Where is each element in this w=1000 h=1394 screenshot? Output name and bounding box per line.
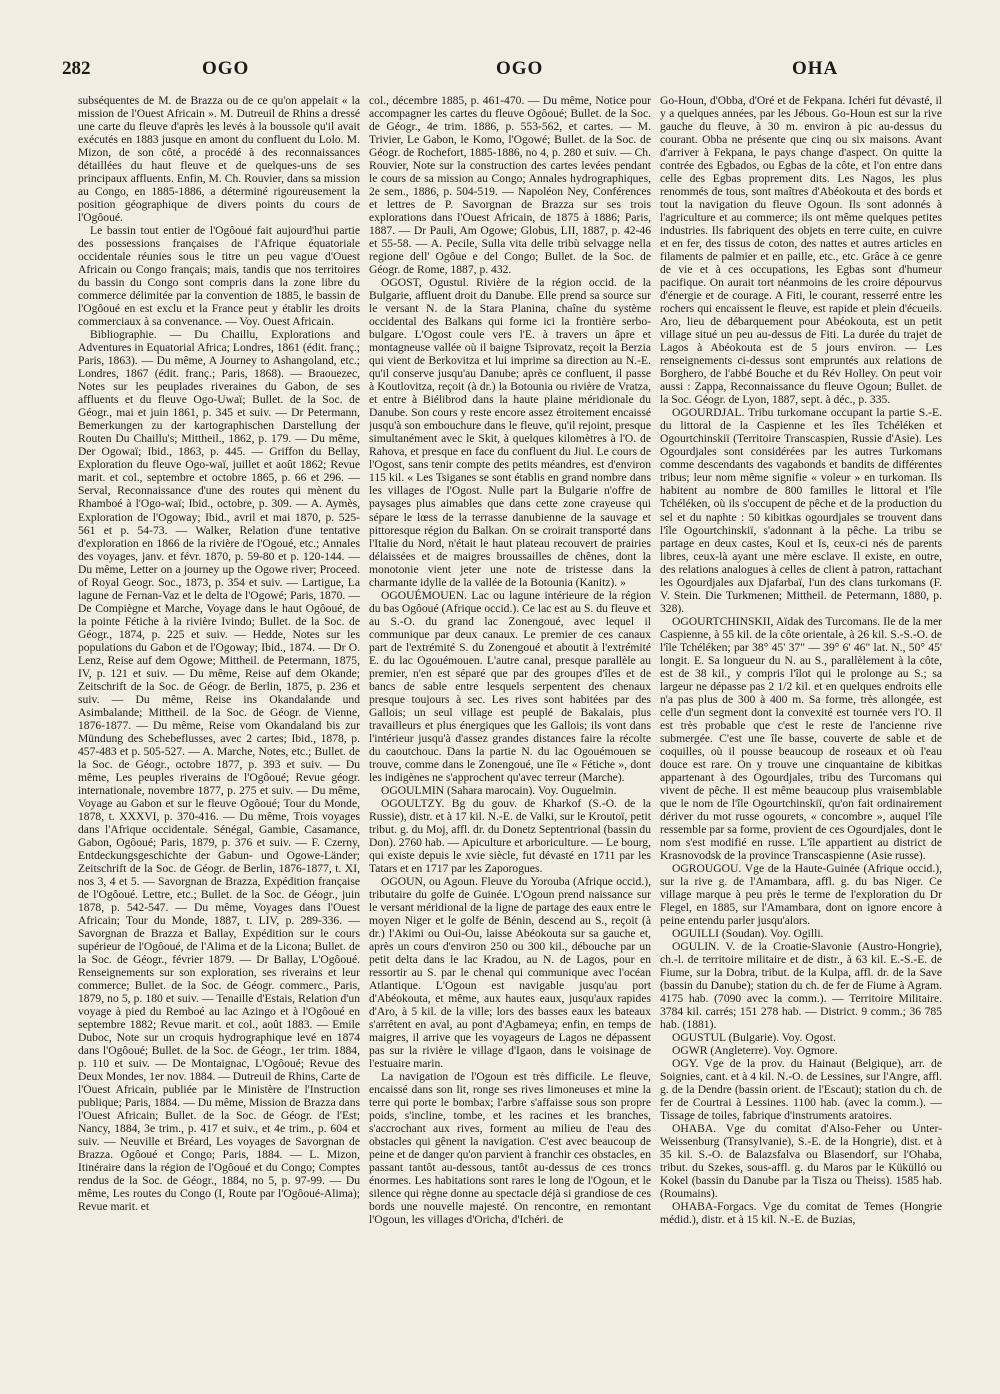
entry-ogourdjal: OGOURDJAL. Tribu turkomane occupant la partie S.-E. du littoral de la Caspienne et les îles Tchéléken et Ogourtchinskiï (Territoire Transcaspien, Russie d'Asie). Les Ogourdjales sont considérées par les autres Turkomans comme descendants des vagabonds et bandits de différentes tribus; leur nom même signifie « voleur » en turkoman. Ils habitent au nombre de 800 familles le littoral et l'île Tchéléken, où ils s'occupent de pêche et de la production du sel et du naphte : 50 kibitkas ogourdjales se trouvent dans l'île Ogourtchinskiï, s'adonnant à la pêche. La tribu se partage en deux castes, Koul et Is, ceux-ci nés de parents libres, ceux-là ayant une mère esclave. Il existe, en outre, des relations analogues à celles de client à patron, rattachant les Ogourdjales aux Djafarbaï, l'un des clans turkomans (F. V. Stein. Die Turkmenen; Mittheil. de Petermann, 1880, p. 328). (660, 406, 942, 615)
text-column-3 (660, 94, 942, 1384)
paragraph: Go-Houn, d'Obba, d'Oré et de Fekpana. Ichéri fut dévasté, il y a quelques années, par les Jébous. Go-Houn est sur la rive gauche du fleuve, à 30 m. environ à pic au-dessus du courant. Obba ne présente que cinq ou six maisons. Avant d'arriver à Fekpana, le pays change d'aspect. On quitte la contrée des Egbados, ou Egbas de la côte, et l'on entre dans celle des Egbas proprement dits. Les Nagos, les plus renommés de tous, sont maîtres d'Abéokouta et des bords et tout la navigation du fleuve Ogoun. Ils sont adonnés à l'agriculture et au commerce; ils ont même quelques petites industries. Ils fabriquent des objets en terre cuite, en cuivre et en fer, des tissus de coton, des nattes et autres articles en filaments de palmier et en paille, etc., etc. Grâce à ce genre de vie et à ces occupations, les Egbas sont d'humeur pacifique. On aurait tort néanmoins de les croire dépourvus d'énergie et de courage. A Fiti, le courant, resserré entre les rochers qui encaissent le fleuve, est rapide et plein d'écueils. Aro, lieu de débarquement pour Abéokouta, est un petit village situé un peu au-dessus de Fiti. La durée du trajet de Lagos à Abéokouta est de 5 jours environ. — Les renseignements ci-dessus sont empruntés aux relations de Borghero, de l'abbé Bouche et du Rév Holley. On peut voir aussi : Zappa, Reconnaissance du fleuve Ogoun; Bullet. de la Soc. Géogr. de Lyon, 1887, sept. à déc., p. 335. (660, 94, 942, 407)
entry-ogourtchinskii: OGOURTCHINSKII, Aïdak des Turcomans. Ile de la mer Caspienne, à 55 kil. de la côte orientale, à 26 kil. S.-S.-O. de l'île Tchéléken; par 38° 45' 37" — 39° 6' 46" lat. N., 50° 45' longit. E. Sa longueur du N. au S., parallèlement à la côte, est de 38 kil., y compris l'îlot qui le prolonge au S.; sa largeur ne dépasse pas 2 1/2 kil. et en quelques endroits elle n'a pas plus de 300 à 400 m. Sa forme, très allongée, est celle d'un segment dont la convexité est tournée vers l'O. Il est très probable que c'est le reste de l'ancienne rive submergée. C'est une île basse, couverte de sable et de coquilles, où il pousse beaucoup de roseaux et où l'eau douce est rare. On y trouve une cinquantaine de kibitkas appartenant à des Ogourdjales, tribu des Turcomans qui vivent de pêche. Il est même beaucoup plus vraisemblable que le nom de l'île Ogourtchinskiï, qu'on fait ordinairement dériver du mot russe ogourets, « concombre », auquel l'île ressemble par sa forme, provient de ces Ogourdjales, dont le nom s'est modifié en russe. L'île appartient au district de Krasnovodsk de la province Transcaspienne (Asie russe). (660, 614, 942, 862)
text-column-2 (369, 94, 651, 1384)
right-running-headword: OHA (792, 58, 839, 79)
text-column-1 (78, 94, 360, 1384)
entry-ogwr: OGWR (Angleterre). Voy. Ogmore. (672, 1044, 838, 1058)
paragraph: Le bassin tout entier de l'Ogôoué fait aujourd'hui partie des possessions françaises de l'Afrique équatoriale occidentale réunies sous le titre un peu vague d'Ouest Africain ou Congo français; mais, tandis que nos territoires du bassin du Congo sont compris dans la zone libre du commerce délimitée par la convention de 1885, le bassin de l'Ogôoué en est exclu et la France peut y établir les droits commerciaux à sa convenance. — Voy. Ouest Africain. (78, 224, 360, 329)
entry-ohaba: OHABA. Vge du comitat d'Also-Feher ou Unter-Weissenburg (Transylvanie), S.-E. de la Hongrie), dist. et à 35 kil. S.-O. de Balazsfalva ou Blasendorf, sur l'Ohaba, tribut. du Szekes, sous-affl. g. du Maros par le Kükülló ou Kokel (bassin du Danube par la Tisza ou Theiss). 1585 hab. (Roumains). (660, 1122, 942, 1201)
entry-ogouemouen: OGOUÉMOUEN. Lac ou lagune intérieure de la région du bas Ogôoué (Afrique occid.). Ce lac est au S. du fleuve et au S.-O. du grand lac Zonengoué, avec lequel il communique par deux canaux. Le premier de ces canaux part de l'extrémité S. du Zonengoué et aboutit à l'extrémité E. du lac Ogouémouen. L'autre canal, presque parallèle au premier, n'en est séparé que par des groupes d'îles et de bancs de sable entre lesquels serpentent des chenaux presque toujours à sec. Les rives sont habitées par des Gallois; un seul village est peuplé de Bakalais, plus travailleurs et plus énergiques que les Gallois; ils vont dans l'intérieur jusqu'à d'assez grandes distances faire la récolte du caoutchouc. Dans la partie N. du lac Ogouémouen se trouve, comme dans le Zonengoué, une île « Fétiche », dont les indigènes ne s'approchent qu'avec terreur (Marche). (369, 588, 651, 784)
paragraph: La navigation de l'Ogoun est très difficile. Le fleuve, encaissé dans son lit, ronge ses rives limoneuses et mine la terre qui porte le bombax; l'arbre s'affaisse sous son propre poids, s'incline, tombe, et les racines et les branches, s'accrochant aux rives, forment au milieu de l'eau des obstacles qui gênent la navigation. C'est avec beaucoup de peine et de danger qu'on parvient à franchir ces obstacles, en passant tantôt au-dessous, tantôt au-dessus de ces troncs énormes. Les habitations sont rares le long de l'Ogoun, et le silence qui règne donne au spectacle déjà si grandiose de ces bords une nouvelle majesté. On rencontre, en remontant l'Ogoun, les villages d'Oricha, d'Ichéri. de (369, 1070, 651, 1227)
entry-ogoulmin: OGOULMIN (Sahara marocain). Voy. Ouguelmin. (381, 783, 617, 797)
entry-ogost: OGOST, Ogustul. Rivière de la région occid. de la Bulgarie, affluent droit du Danube. Elle prend sa source sur le versant N. de la Stara Planina, chaîne du système occidental des Balkans qui forme ici la frontière serbo-bulgare. L'Ogost coule vers l'E. à travers un âpre et montagneuse vallée où il baigne Tsiprovatz, reçoit la Berzia qui vient de Berkovitza et lui imprime sa direction au N.-E. qu'il conserve jusqu'au Danube; après ce confluent, il passe à Koutlovitza, reçoit (à dr.) la Botounia ou rivière de Vratza, et entre à Biélibrod dans la haute plaine méridionale du Danube. Son cours y reste encore assez étroitement encaissé jusqu'à son embouchure dans le fleuve, qu'il rejoint, presque simultanément avec le Skit, à quelques kilomètres à l'O. de Rahova, et presque en face du confluent du Jiul. Le cours de l'Ogost, sans tenir compte des petits méandres, est d'environ 115 kil. « Les Tsiganes se sont établis en grand nombre dans les villages de l'Ogost. Nulle part la Bulgarie n'offre de paysages plus aimables que dans cette zone crayeuse qui sépare le lœss de la terrasse danubienne de la sauvage et pittoresque région du Balkan. On se croirait transporté dans l'Italie du Nord, n'était le haut plateau recouvert de prairies délaissées et de maigres broussailles de chênes, dont la monotonie vient jeter une note de tristesse dans la charmante idylle de la vallée de la Botounia (Kanitz). » (369, 276, 651, 589)
entry-ohaba-forgacs: OHABA-Forgacs. Vge du comitat de Temes (Hongrie médid.), distr. et à 15 kil. N.-E. de Buzias, (660, 1200, 942, 1227)
left-running-headword: OGO (202, 58, 250, 79)
page-header (62, 58, 952, 88)
entry-ogy: OGY. Vge de la prov. du Hainaut (Belgique), arr. de Soignies, cant. et à 4 kil. N.-O. de Lessines, sur l'Angre, affl. g. de la Dendre (bassin orient. de l'Escaut); station du ch. de fer de Courtrai à Lessines. 1100 hab. (avec la comm.). — Tissage de toiles, fabrique d'instruments aratoires. (660, 1057, 942, 1123)
entry-ogoultzy: OGOULTZY. Bg du gouv. de Kharkof (S.-O. de la Russie), distr. et à 17 kil. N.-E. de Valki, sur le Kroutoï, petit tribut. g. du Moj, affl. dr. du Donetz Septentrional (bassin du Don). 2760 hab. — Apiculture et arboriculture. — Le bourg, qui existe depuis le xvie siècle, fut dévasté en 1711 par les Tatars et en 1717 par les Zaporogues. (369, 796, 651, 875)
entry-ogulin: OGULIN. V. de la Croatie-Slavonie (Austro-Hongrie), ch.-l. de territoire militaire et de distr., à 63 kil. E.-S.-E. de Fiume, sur la Dobra, tribut. de la Kulpa, affl. dr. de la Save (bassin du Danube); station du ch. de fer de Fiume à Agram. 4175 hab. (7090 avec la comm.). — Territoire Militaire. 3784 kil. carrés; 151 278 hab. — District. 9 comm.; 36 785 hab. (1881). (660, 940, 942, 1032)
entry-oguilli: OGUILLI (Soudan). Voy. Ogilli. (672, 927, 824, 940)
page-number: 282 (62, 58, 91, 79)
entry-ogoun: OGOUN, ou Agoun. Fleuve du Yorouba (Afrique occid.), tributaire du golfe de Guinée. L'Ogoun prend naissance sur le versant méridional de la ligne de partage des eaux entre le moyen Niger et le golfe de Bénin, descend au S., reçoit (à dr.) l'Akimi ou Oui-Ou, laisse Abéokouta sur sa gauche et, après un cours d'environ 250 ou 300 kil., débouche par un petit delta dans le lac Kradou, au N. de Lagos, pour en ressortir au S. par le chenal qui communique avec l'océan Atlantique. L'Ogoun est navigable jusqu'au port d'Abéokouta, et même, aux hautes eaux, jusqu'aux rapides d'Aro, à 5 kil. de la ville; lors des basses eaux les bateaux s'arrêtent en aval, au pont d'Agbameya; enfin, en temps de maigres, il arrive que les voyageurs de Lagos ne dépassent pas sur la rivière le village d'Igaon, dans le voisinage de l'estuaire marin. (369, 874, 651, 1071)
paragraph: subséquentes de M. de Brazza ou de ce qu'on appelait « la mission de l'Ouest Africain ». M. Dutreuil de Rhins a dressé une carte du fleuve d'après les levés à la boussole qu'il avait exécutés en 1883 jusque en amont du confluent du Lolo. M. Mizon, de son côté, a procédé à des reconnaissances détaillées du haut fleuve et de quelques-uns de ses principaux affluents. Enfin, M. Ch. Rouvier, dans sa mission au Congo, en 1885-1886, a déterminé rigoureusement la position géographique de divers points du cours de l'Ogôoué. (78, 94, 360, 225)
center-running-headword: OGO (496, 58, 544, 79)
paragraph: col., décembre 1885, p. 461-470. — Du même, Notice pour accompagner les cartes du fleuve Ogôoué; Bullet. de la Soc. de Géogr., 4e trim. 1886, p. 553-562, et cartes. — M. Trivier, Le Gabon, le Komo, l'Ogowé; Bullet. de la Soc. de Géogr. de Rochefort, 1885-1886, no 4, p. 280 et suiv. — Ch. Rouvier, Note sur la construction des cartes levées pendant le cours de sa mission au Congo; Annales hydrographiques, 2e sem., 1886, p. 504-519. — Napoléon Ney, Conférences et lettres de P. Savorgnan de Brazza sur ses trois explorations dans l'Ouest Africain, de 1875 à 1886; Paris, 1887. — Dr Pauli, Am Ogowe; Globus, LII, 1887, p. 42-46 et 55-58. — A. Pecile, Sulla vita delle tribù selvagge nella regione dell' Ogôue e del Congo; Bullet. de la Soc. de Géogr. de Rome, 1887, p. 432. (369, 94, 651, 277)
entry-ogrougou: OGROUGOU. Vge de la Haute-Guinée (Afrique occid.), sur la rive g. de l'Amambara, affl. g. du bas Niger. Ce village marque à peu près le terme de l'exploration du Dr Flegel, en 1885, sur l'Amambara, dont on ignore encore à peine entendu parler jusqu'alors. (660, 861, 942, 927)
entry-ogustul: OGUSTUL (Bulgarie). Voy. Ogost. (672, 1031, 836, 1045)
bibliography-paragraph: Bibliographie. — Du Chaillu, Explorations and Adventures in Equatorial Africa; Londres, 1861 (édit. franç.; Paris, 1863). — Du même, A Journey to Ashangoland, etc.; Londres, 1867 (édit. franç.; Paris, 1868). — Braouezec, Notes sur les peuplades riveraines du Gabon, de ses affluents et du fleuve Ogo-Uwaï; Bullet. de la Soc. de Géogr., mai et juin 1861, p. 345 et suiv. — Dr Petermann, Bemerkungen zu der kartographischen Darstellung der Routen Du Chaillu's; Mittheil., 1862, p. 179. — Du même, Der Ogowaï; Ibid., 1863, p. 445. — Griffon du Bellay, Exploration du fleuve Ogo-waï, juillet et août 1862; Revue marit. et col., septembre et octobre 1865, p. 66 et 296. — Serval, Reconnaissance d'une des routes qui mènent du Rhamboé à l'Ogo-waï; Ibid., octobre, p. 309. — A. Aymès, Exploration de l'Ogoway; Ibid., avril et mai 1870, p. 525-561 et p. 54-73. — Walker, Relation d'une tentative d'exploration en 1866 de la rivière de l'Ogoué, etc.; Annales des voyages, janv. et févr. 1870, p. 59-80 et p. 120-144. — Du même, Letter on a journey up the Ogowe river; Proceed. of Royal Geogr. Soc., 1873, p. 354 et suiv. — Lartigue, La lagune de Fernan-Vaz et le delta de l'Ogowé; Paris, 1870. — De Compiègne et Marche, Voyage dans le haut Ogôoué, de la pointe Fétiche à la rivière Ivindo; Bullet. de la Soc. de Géogr., 1874, p. 225 et suiv. — Hedde, Notes sur les populations du Gabon et de l'Ogoway; Ibid., 1874. — Dr O. Lenz, Reise auf dem Ogowe; Mittheil. de Petermann, 1875, IV, p. 121 et suiv. — Du même, Reise auf dem Okande; Zeitschrift de la Soc. de Géogr. de Berlin, 1875, p. 236 et suiv. — Du même, Reise ins Okandalande und Asimbalande; Mittheil. de la Soc. de Géogr. de Vienne, 1876-1877. — Du même, Reise vom Okandaland bis zur Mündung des Schebeflusses, avec 2 cartes; Ibid., 1878, p. 457-483 et p. 505-527. — A. Marche, Notes, etc.; Bullet. de la Soc. de Géogr., octobre 1877, p. 393 et suiv. — Du même, Les peuples riverains de l'Ogôoué; Revue géogr. internationale, novembre 1877, p. 275 et suiv. — Du même, Voyage au Gabon et sur le fleuve Ogôoué; Tour du Monde, 1878, t. XXXVI, p. 370-416. — Du même, Trois voyages dans l'Afrique occidentale. Sénégal, Gambie, Casamance, Gabon, Ogôoué; Paris, 1879, p. 376 et suiv. — F. Czerny, Entdeckungsgeschichte der Gabun- und Ogowe-Länder; Zeitschrift de la Soc. de Géogr. de Berlin, 1876-1877, t. XI, nos 3, 4 et 5. — Savorgnan de Brazza, Expédition française de l'Ogôoué. Lettre, etc.; Bullet. de la Soc. de Géogr., juin 1878, p. 542-547. — Du même, Voyages dans l'Ouest Africain; Tour du Monde, 1887, t. LIV, p. 289-336. — Savorgnan de Brazza et Ballay, Expédition sur le cours supérieur de l'Ogôoué, de l'Alima et de la Licona; Bullet. de la Soc. de Géogr., février 1879. — Dr Ballay, L'Ogôoué. Renseignements sur son exploration, ses riverains et leur commerce; Bullet. de la Soc. de Géogr. commerc., Paris, 1879, no 5, p. 180 et suiv. — Tenaille d'Estais, Relation d'un voyage à pied du Remboé au lac Azingo et à l'Ogôoué en septembre 1882; Revue marit. et col., août 1883. — Emile Duboc, Note sur un croquis hydrographique levé en 1874 dans l'Ogôoué; Bullet. de la Soc. de Géogr., 1er trim. 1884, p. 110 et suiv. — De Montaignac, L'Ogôoué; Revue des Deux Mondes, 1er nov. 1884. — Dutreuil de Rhins, Carte de l'Ouest Africain, publiée par le Ministère de l'Instruction publique; Paris, 1884. — Du même, Mission de Brazza dans l'Ouest Africain; Bullet. de la Soc. de Géogr. de l'Est; Nancy, 1884, 3e trim., p. 417 et suiv., et 4e trim., p. 604 et suiv. — Neuville et Bréard, Les voyages de Savorgnan de Brazza. Ogôoué et Congo; Paris, 1884. — L. Mizon, Itinéraire dans la région de l'Ogôoué et du Congo; Comptes rendus de la Soc. de Géogr., 1884, no 5, p. 97-99. — Du même, Les routes du Congo (I, Route par l'Ogôoué-Alima); Revue marit. et (78, 328, 360, 1214)
